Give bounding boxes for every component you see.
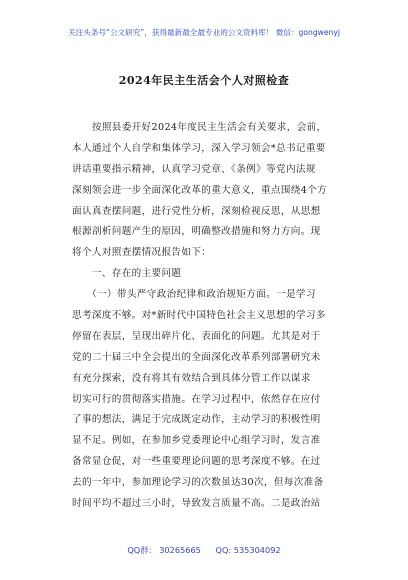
paragraph-line: （一）带头严守政治纪律和政治规矩方面。一是学习: [72, 289, 316, 301]
paragraph-line: 党的二十届三中全会提出的全面深化改革系列部署研究未: [72, 351, 321, 363]
paragraph-line: 去的一年中，参加理论学习的次数虽达30次，但每次准备: [72, 477, 324, 489]
paragraph-line: 停留在表层，呈现出碎片化、表面化的问题。尤其是对于: [72, 330, 321, 342]
paragraph-line: 了事的想法，满足于完成既定动作，主动学习的积极性明: [72, 414, 321, 426]
footer-qq-group: QQ群： 30265665: [127, 545, 201, 555]
paragraph-line: 有充分探索，没有将其有效结合到具体分管工作以谋求: [72, 372, 311, 384]
document-title: 2024年民主生活会个人对照检查: [118, 74, 290, 87]
paragraph-line: 按照县委开好2024年度民主生活会有关要求，会前，: [72, 122, 327, 133]
paragraph-line: 显不足。例如，在参加乡党委理论中心组学习时，发言准: [72, 435, 321, 447]
paragraph-line: 讲话重要指示精神，认真学习党章、《条例》等党内法规: [72, 163, 316, 175]
paragraph-line: 根源剖析问题产生的原因，明确整改措施和努力方向。现: [72, 226, 321, 238]
paragraph-line: 面认真查摆问题，进行党性分析，深刻检视反思，从思想: [72, 205, 321, 217]
footer-contact: [0, 545, 408, 556]
section-heading: 一、存在的主要问题: [72, 268, 182, 280]
paragraph-line: 切实可行的贯彻落实措施。在学习过程中，依然存在应付: [72, 393, 321, 405]
document-body: [72, 118, 344, 515]
footer-qq: QQ: 535304092: [215, 545, 281, 555]
paragraph-line: 时间平均不超过三小时，导致发言质量不高。二是政治站: [72, 498, 321, 510]
paragraph-line: 备常显仓促，对一些重要理论问题的思考深度不够。在过: [72, 456, 321, 468]
paragraph-line: 将个人对照查摆情况报告如下：: [72, 247, 212, 259]
paragraph-line: 本人通过个人自学和集体学习，深入学习领会*总书记重要: [72, 142, 326, 154]
paragraph-line: 思考深度不够。对*新时代中国特色社会主义思想的学习多: [72, 310, 326, 322]
paragraph-line: 深刻领会进一步全面深化改革的重大意义，重点围绕4个方: [72, 184, 328, 196]
header-banner: 关注头条号“公文研究”，获得最新最全最专业的公文资料库！ 微信：gongwenyj: [68, 28, 340, 37]
